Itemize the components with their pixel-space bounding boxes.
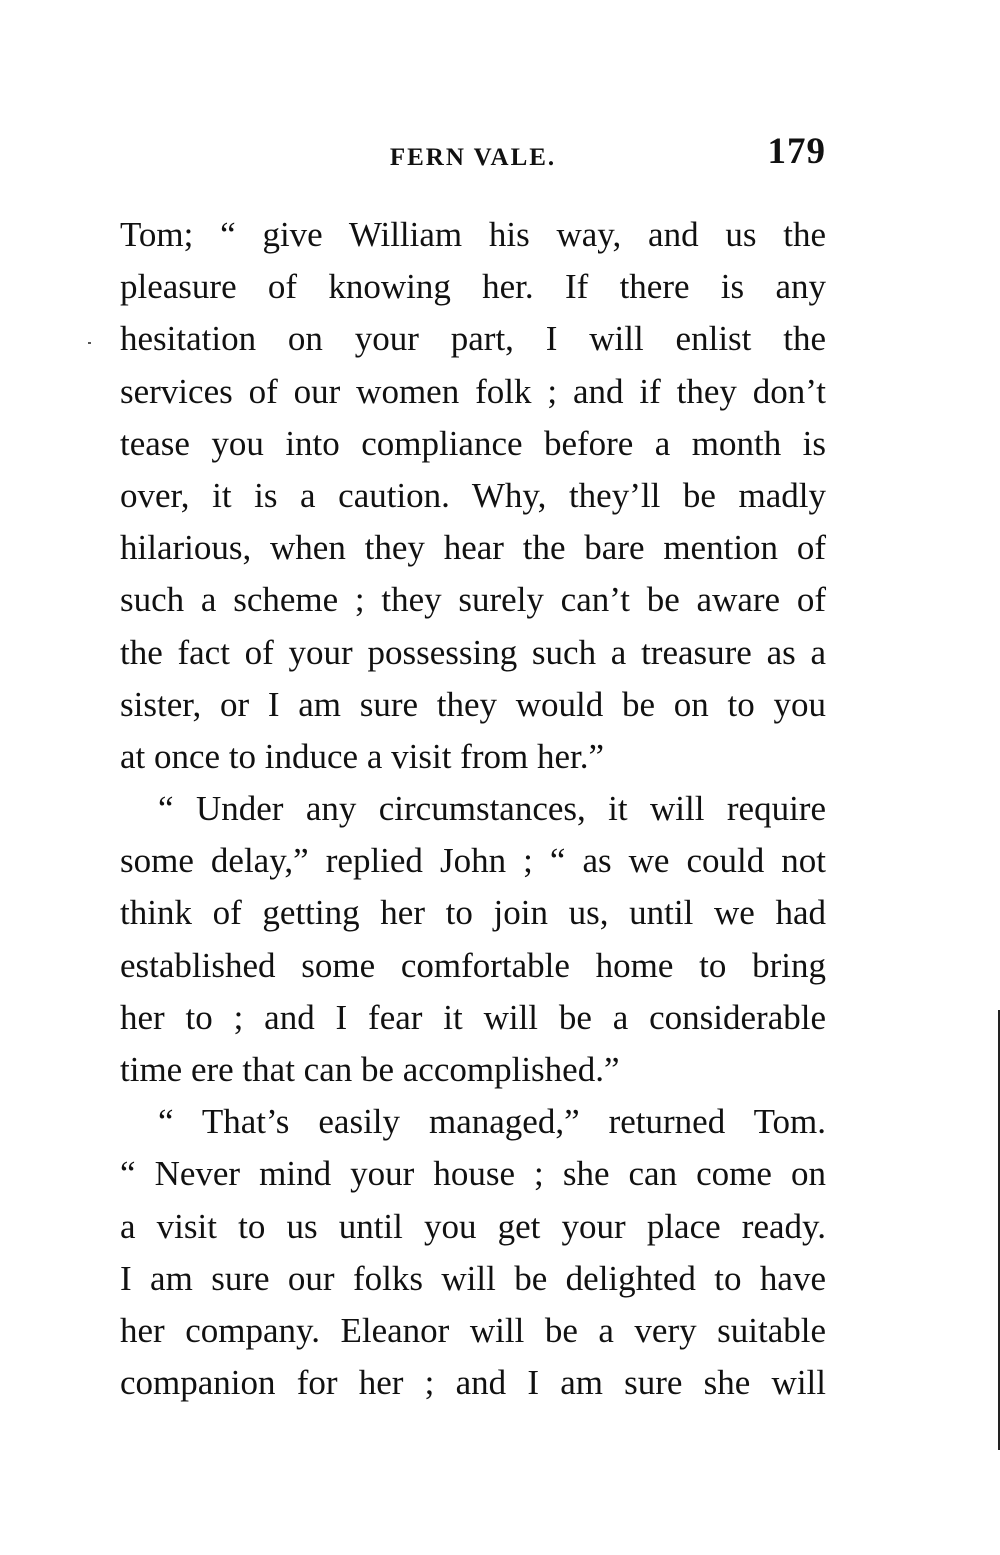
text-line: at once to induce a visit from her.”: [120, 736, 605, 776]
text-line: companion for her ; and I am sure she will: [120, 1363, 826, 1403]
text-line: a visit to us until you get your place ready.: [120, 1206, 826, 1246]
text-line: the fact of your possessing such a treasure as a: [120, 632, 826, 672]
text-line: pleasure of knowing her. If there is any: [120, 267, 826, 307]
text-line: her to ; and I fear it will be a considerable: [120, 997, 826, 1037]
text-line: sister, or I am sure they would be on to you: [120, 684, 826, 724]
margin-speck: [88, 342, 91, 344]
text-line: hesitation on your part, I will enlist the: [120, 319, 826, 359]
text-line: such a scheme ; they surely can’t be aware of: [120, 580, 826, 620]
text-line: her company. Eleanor will be a very suitable: [120, 1310, 826, 1350]
page-number: 179: [767, 131, 826, 172]
text-line: “ That’s easily managed,” returned Tom.: [158, 1102, 826, 1142]
text-line: some delay,” replied John ; “ as we could not: [120, 841, 826, 881]
text-line: I am sure our folks will be delighted to have: [120, 1258, 826, 1298]
text-line: services of our women folk ; and if they don’t: [120, 371, 826, 411]
text-line: hilarious, when they hear the bare mention of: [120, 528, 826, 568]
text-line: established some comfortable home to bring: [120, 945, 826, 985]
body-text: [120, 209, 826, 1409]
text-line: over, it is a caution. Why, they’ll be madly: [120, 475, 826, 515]
text-line: tease you into compliance before a month is: [120, 423, 826, 463]
text-line: “ Never mind your house ; she can come on: [120, 1154, 826, 1194]
running-title: FERN VALE.: [389, 144, 557, 171]
text-line: time ere that can be accomplished.”: [120, 1050, 620, 1089]
text-line: Tom; “ give William his way, and us the: [120, 215, 826, 254]
text-line: think of getting her to join us, until we had: [120, 893, 826, 933]
text-line: “ Under any circumstances, it will require: [158, 789, 826, 829]
running-head: [120, 128, 826, 178]
